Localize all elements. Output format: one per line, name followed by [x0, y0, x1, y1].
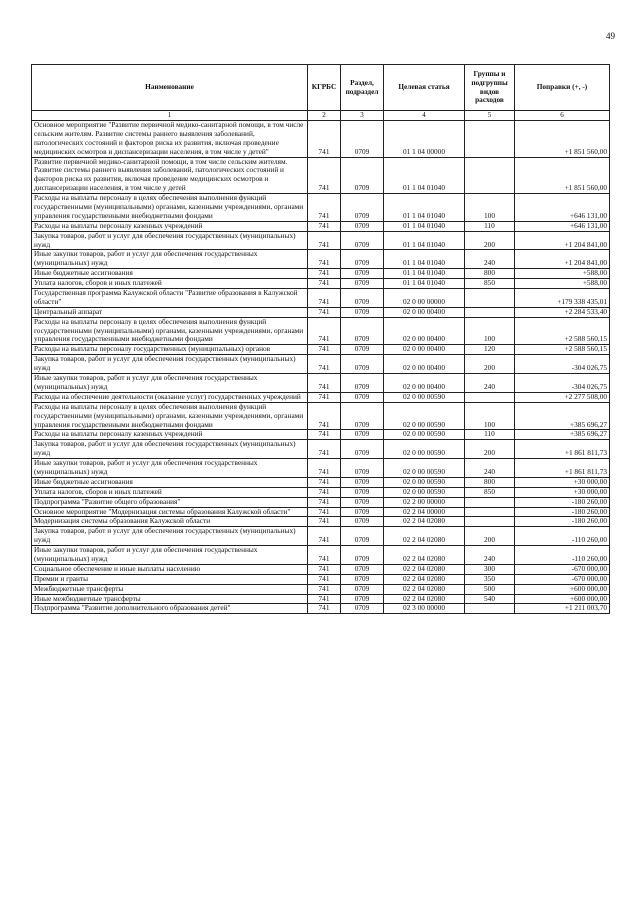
row-target: 02 0 00 00590	[384, 402, 465, 430]
row-razdel: 0709	[341, 546, 384, 565]
row-amount: +588,00	[515, 279, 610, 289]
table-row	[32, 574, 610, 584]
row-amount: -180 260,00	[515, 497, 610, 507]
row-kgrbs: 741	[308, 430, 341, 440]
row-expense-type: 200	[465, 231, 515, 250]
row-name: Развитие первичной медико-санитарной помощи, в том числе сельским жителям. Развитие системы раннего выявления заболеваний, патологических состояний и факторов риска их развития, включая проведение медицинских осмотров и диспансеризации населения, в том числе у детей	[32, 157, 308, 194]
row-razdel: 0709	[341, 487, 384, 497]
row-name: Иные межбюджетные трансферты	[32, 594, 308, 604]
row-amount: -304 026,75	[515, 355, 610, 374]
row-expense-type: 800	[465, 477, 515, 487]
row-amount: +2 588 560,15	[515, 345, 610, 355]
row-razdel: 0709	[341, 269, 384, 279]
row-razdel: 0709	[341, 289, 384, 308]
row-target: 01 1 04 01040	[384, 250, 465, 269]
row-expense-type: 200	[465, 355, 515, 374]
row-name: Иные закупки товаров, работ и услуг для обеспечения государственных (муниципальных) нужд	[32, 374, 308, 393]
row-amount: -670 000,00	[515, 574, 610, 584]
row-razdel: 0709	[341, 307, 384, 317]
row-name: Государственная программа Калужской области "Развитие образования в Калужской области"	[32, 289, 308, 308]
row-expense-type	[465, 497, 515, 507]
row-name: Расходы на выплаты персоналу государственных (муниципальных) органов	[32, 345, 308, 355]
column-number: 2	[308, 111, 341, 121]
row-target: 02 0 00 00590	[384, 459, 465, 478]
row-target: 02 0 00 00590	[384, 477, 465, 487]
row-razdel: 0709	[341, 157, 384, 194]
row-kgrbs: 741	[308, 584, 341, 594]
row-target: 02 2 04 02080	[384, 584, 465, 594]
row-name: Расходы на выплаты персоналу казенных учреждений	[32, 221, 308, 231]
row-target: 02 0 00 00590	[384, 440, 465, 459]
row-target: 02 2 04 02080	[384, 527, 465, 546]
row-expense-type: 540	[465, 594, 515, 604]
row-target: 02 0 00 00400	[384, 345, 465, 355]
row-kgrbs: 741	[308, 487, 341, 497]
row-name: Расходы на выплаты персоналу в целях обеспечения выполнения функций государственными (муниципальными) органами, казенными учреждениями, органами управления государственными внебюджетными фондами	[32, 194, 308, 222]
row-name: Основное мероприятие "Развитие первичной медико-санитарной помощи, в том числе сельским жителям. Развитие системы раннего выявления заболеваний, патологических состояний и факторов риска их развития, включая проведение медицинских осмотров и диспансеризации населения, в том числе у детей"	[32, 121, 308, 158]
table-row	[32, 289, 610, 308]
row-target: 01 1 04 01040	[384, 194, 465, 222]
row-target: 02 2 04 02080	[384, 564, 465, 574]
table-row	[32, 374, 610, 393]
row-target: 01 1 04 01040	[384, 279, 465, 289]
row-kgrbs: 741	[308, 355, 341, 374]
row-target: 02 0 00 00400	[384, 317, 465, 345]
row-kgrbs: 741	[308, 345, 341, 355]
row-target: 02 2 04 02080	[384, 574, 465, 584]
row-kgrbs: 741	[308, 374, 341, 393]
row-name: Расходы на выплаты персоналу в целях обеспечения выполнения функций государственными (муниципальными) органами, казенными учреждениями, органами управления государственными внебюджетными фондами	[32, 402, 308, 430]
row-razdel: 0709	[341, 194, 384, 222]
row-target: 02 2 04 02080	[384, 594, 465, 604]
budget-amendments-table	[31, 64, 610, 614]
row-name: Премии и гранты	[32, 574, 308, 584]
row-name: Иные закупки товаров, работ и услуг для обеспечения государственных (муниципальных) нужд	[32, 546, 308, 565]
table-row	[32, 459, 610, 478]
row-expense-type	[465, 604, 515, 614]
row-expense-type: 240	[465, 459, 515, 478]
column-number: 3	[341, 111, 384, 121]
row-name: Центральный аппарат	[32, 307, 308, 317]
row-kgrbs: 741	[308, 440, 341, 459]
row-razdel: 0709	[341, 231, 384, 250]
table-body	[32, 121, 610, 614]
row-amount: +1 861 811,73	[515, 440, 610, 459]
row-expense-type	[465, 517, 515, 527]
row-kgrbs: 741	[308, 564, 341, 574]
row-razdel: 0709	[341, 402, 384, 430]
row-expense-type: 200	[465, 527, 515, 546]
row-expense-type	[465, 289, 515, 308]
row-amount: +179 338 435,01	[515, 289, 610, 308]
row-kgrbs: 741	[308, 517, 341, 527]
row-expense-type: 500	[465, 584, 515, 594]
table-row	[32, 402, 610, 430]
row-razdel: 0709	[341, 497, 384, 507]
row-name: Модернизация системы образования Калужской области	[32, 517, 308, 527]
row-amount: -670 000,00	[515, 564, 610, 574]
row-razdel: 0709	[341, 574, 384, 584]
row-target: 02 0 00 00590	[384, 430, 465, 440]
row-expense-type: 110	[465, 430, 515, 440]
table-row	[32, 121, 610, 158]
header-kgrbs: КГРБС	[308, 65, 341, 111]
row-name: Подпрограмма "Развитие общего образования"	[32, 497, 308, 507]
row-target: 02 2 04 00000	[384, 507, 465, 517]
row-amount: -110 260,00	[515, 546, 610, 565]
row-razdel: 0709	[341, 250, 384, 269]
row-amount: +600 000,00	[515, 594, 610, 604]
row-target: 01 1 04 01040	[384, 269, 465, 279]
header-target: Целевая статья	[384, 65, 465, 111]
table-row	[32, 250, 610, 269]
table-header-row	[32, 65, 610, 111]
row-razdel: 0709	[341, 604, 384, 614]
row-amount: +646 131,00	[515, 194, 610, 222]
row-razdel: 0709	[341, 517, 384, 527]
row-razdel: 0709	[341, 507, 384, 517]
row-amount: +646 131,00	[515, 221, 610, 231]
row-amount: -110 260,00	[515, 527, 610, 546]
header-razdel: Раздел, подраздел	[341, 65, 384, 111]
row-amount: +385 696,27	[515, 430, 610, 440]
row-expense-type	[465, 121, 515, 158]
row-target: 02 0 00 00590	[384, 487, 465, 497]
row-expense-type: 350	[465, 574, 515, 584]
table-row	[32, 507, 610, 517]
row-amount: +2 284 533,40	[515, 307, 610, 317]
row-expense-type: 240	[465, 250, 515, 269]
header-amend: Поправки (+, -)	[515, 65, 610, 111]
row-target: 02 2 00 00000	[384, 497, 465, 507]
page-number: 49	[606, 31, 615, 41]
row-kgrbs: 741	[308, 574, 341, 584]
row-name: Иные закупки товаров, работ и услуг для обеспечения государственных (муниципальных) нужд	[32, 459, 308, 478]
row-expense-type: 100	[465, 317, 515, 345]
row-kgrbs: 741	[308, 279, 341, 289]
row-expense-type: 110	[465, 221, 515, 231]
row-name: Межбюджетные трансферты	[32, 584, 308, 594]
row-expense-type: 100	[465, 402, 515, 430]
column-number: 1	[32, 111, 308, 121]
row-razdel: 0709	[341, 121, 384, 158]
row-amount: +1 204 841,00	[515, 250, 610, 269]
row-amount: +30 000,00	[515, 487, 610, 497]
row-kgrbs: 741	[308, 594, 341, 604]
row-amount: +1 851 560,00	[515, 157, 610, 194]
table-row	[32, 487, 610, 497]
row-kgrbs: 741	[308, 250, 341, 269]
table-row	[32, 221, 610, 231]
table-row	[32, 355, 610, 374]
row-kgrbs: 741	[308, 231, 341, 250]
table-row	[32, 194, 610, 222]
row-amount: -180 260,00	[515, 517, 610, 527]
table-row	[32, 527, 610, 546]
row-razdel: 0709	[341, 440, 384, 459]
row-kgrbs: 741	[308, 307, 341, 317]
table-row	[32, 307, 610, 317]
row-target: 02 0 00 00000	[384, 289, 465, 308]
table-row	[32, 279, 610, 289]
row-kgrbs: 741	[308, 604, 341, 614]
row-razdel: 0709	[341, 584, 384, 594]
table-row	[32, 430, 610, 440]
row-razdel: 0709	[341, 594, 384, 604]
row-amount: +2 588 560,15	[515, 317, 610, 345]
header-name: Наименование	[32, 65, 308, 111]
row-target: 02 0 00 00590	[384, 392, 465, 402]
row-name: Иные бюджетные ассигнования	[32, 477, 308, 487]
row-amount: +588,00	[515, 269, 610, 279]
row-kgrbs: 741	[308, 194, 341, 222]
row-kgrbs: 741	[308, 507, 341, 517]
row-kgrbs: 741	[308, 392, 341, 402]
row-kgrbs: 741	[308, 317, 341, 345]
row-name: Уплата налогов, сборов и иных платежей	[32, 279, 308, 289]
row-name: Закупка товаров, работ и услуг для обеспечения государственных (муниципальных) нужд	[32, 231, 308, 250]
row-kgrbs: 741	[308, 269, 341, 279]
row-target: 01 1 04 01040	[384, 157, 465, 194]
row-expense-type: 850	[465, 487, 515, 497]
table-row	[32, 564, 610, 574]
row-amount: +30 000,00	[515, 477, 610, 487]
column-number-row	[32, 111, 610, 121]
row-razdel: 0709	[341, 392, 384, 402]
row-kgrbs: 741	[308, 527, 341, 546]
row-amount: +1 851 560,00	[515, 121, 610, 158]
row-expense-type: 100	[465, 194, 515, 222]
table-row	[32, 477, 610, 487]
row-razdel: 0709	[341, 221, 384, 231]
table-row	[32, 584, 610, 594]
table-row	[32, 317, 610, 345]
row-name: Уплата налогов, сборов и иных платежей	[32, 487, 308, 497]
row-kgrbs: 741	[308, 402, 341, 430]
row-name: Социальное обеспечение и иные выплаты населению	[32, 564, 308, 574]
row-razdel: 0709	[341, 355, 384, 374]
row-name: Расходы на обеспечение деятельности (оказание услуг) государственных учреждений	[32, 392, 308, 402]
table-row	[32, 345, 610, 355]
row-razdel: 0709	[341, 317, 384, 345]
row-razdel: 0709	[341, 459, 384, 478]
row-target: 02 3 00 00000	[384, 604, 465, 614]
row-kgrbs: 741	[308, 459, 341, 478]
row-amount: -304 026,75	[515, 374, 610, 393]
row-name: Расходы на выплаты персоналу в целях обеспечения выполнения функций государственными (муниципальными) органами, казенными учреждениями, органами управления государственными внебюджетными фондами	[32, 317, 308, 345]
row-kgrbs: 741	[308, 221, 341, 231]
row-name: Основное мероприятие "Модернизация системы образования Калужской области"	[32, 507, 308, 517]
row-razdel: 0709	[341, 430, 384, 440]
row-kgrbs: 741	[308, 477, 341, 487]
row-target: 02 2 04 02080	[384, 546, 465, 565]
row-kgrbs: 741	[308, 289, 341, 308]
table-row	[32, 546, 610, 565]
row-amount: +2 277 508,00	[515, 392, 610, 402]
row-razdel: 0709	[341, 374, 384, 393]
row-expense-type: 800	[465, 269, 515, 279]
table-row	[32, 497, 610, 507]
column-number: 4	[384, 111, 465, 121]
row-kgrbs: 741	[308, 157, 341, 194]
row-target: 01 1 04 01040	[384, 231, 465, 250]
row-kgrbs: 741	[308, 546, 341, 565]
row-razdel: 0709	[341, 527, 384, 546]
table-row	[32, 392, 610, 402]
row-razdel: 0709	[341, 477, 384, 487]
row-target: 01 1 04 01040	[384, 221, 465, 231]
row-target: 02 0 00 00400	[384, 374, 465, 393]
table-row	[32, 231, 610, 250]
row-amount: +1 204 841,00	[515, 231, 610, 250]
header-groups: Группы и подгруппы видов расходов	[465, 65, 515, 111]
row-kgrbs: 741	[308, 121, 341, 158]
column-number: 5	[465, 111, 515, 121]
row-name: Закупка товаров, работ и услуг для обеспечения государственных (муниципальных) нужд	[32, 527, 308, 546]
row-name: Расходы на выплаты персоналу казенных учреждений	[32, 430, 308, 440]
row-name: Закупка товаров, работ и услуг для обеспечения государственных (муниципальных) нужд	[32, 440, 308, 459]
row-expense-type	[465, 157, 515, 194]
row-expense-type: 300	[465, 564, 515, 574]
table-row	[32, 517, 610, 527]
row-expense-type	[465, 307, 515, 317]
row-razdel: 0709	[341, 564, 384, 574]
row-target: 02 0 00 00400	[384, 355, 465, 374]
table-row	[32, 440, 610, 459]
row-amount: -180 260,00	[515, 507, 610, 517]
row-kgrbs: 741	[308, 497, 341, 507]
row-razdel: 0709	[341, 279, 384, 289]
row-target: 02 0 00 00400	[384, 307, 465, 317]
row-name: Иные закупки товаров, работ и услуг для обеспечения государственных (муниципальных) нужд	[32, 250, 308, 269]
table-row	[32, 604, 610, 614]
row-expense-type: 200	[465, 440, 515, 459]
row-name: Закупка товаров, работ и услуг для обеспечения государственных (муниципальных) нужд	[32, 355, 308, 374]
row-name: Подпрограмма "Развитие дополнительного образования детей"	[32, 604, 308, 614]
row-expense-type	[465, 392, 515, 402]
row-amount: +600 000,00	[515, 584, 610, 594]
row-target: 02 2 04 02080	[384, 517, 465, 527]
table-row	[32, 157, 610, 194]
row-expense-type: 120	[465, 345, 515, 355]
table-row	[32, 269, 610, 279]
row-expense-type: 240	[465, 374, 515, 393]
row-amount: +385 696,27	[515, 402, 610, 430]
row-target: 01 1 04 00000	[384, 121, 465, 158]
row-amount: +1 861 811,73	[515, 459, 610, 478]
column-number: 6	[515, 111, 610, 121]
row-amount: +1 211 003,70	[515, 604, 610, 614]
row-expense-type	[465, 507, 515, 517]
row-expense-type: 850	[465, 279, 515, 289]
row-name: Иные бюджетные ассигнования	[32, 269, 308, 279]
row-razdel: 0709	[341, 345, 384, 355]
row-expense-type: 240	[465, 546, 515, 565]
table-row	[32, 594, 610, 604]
